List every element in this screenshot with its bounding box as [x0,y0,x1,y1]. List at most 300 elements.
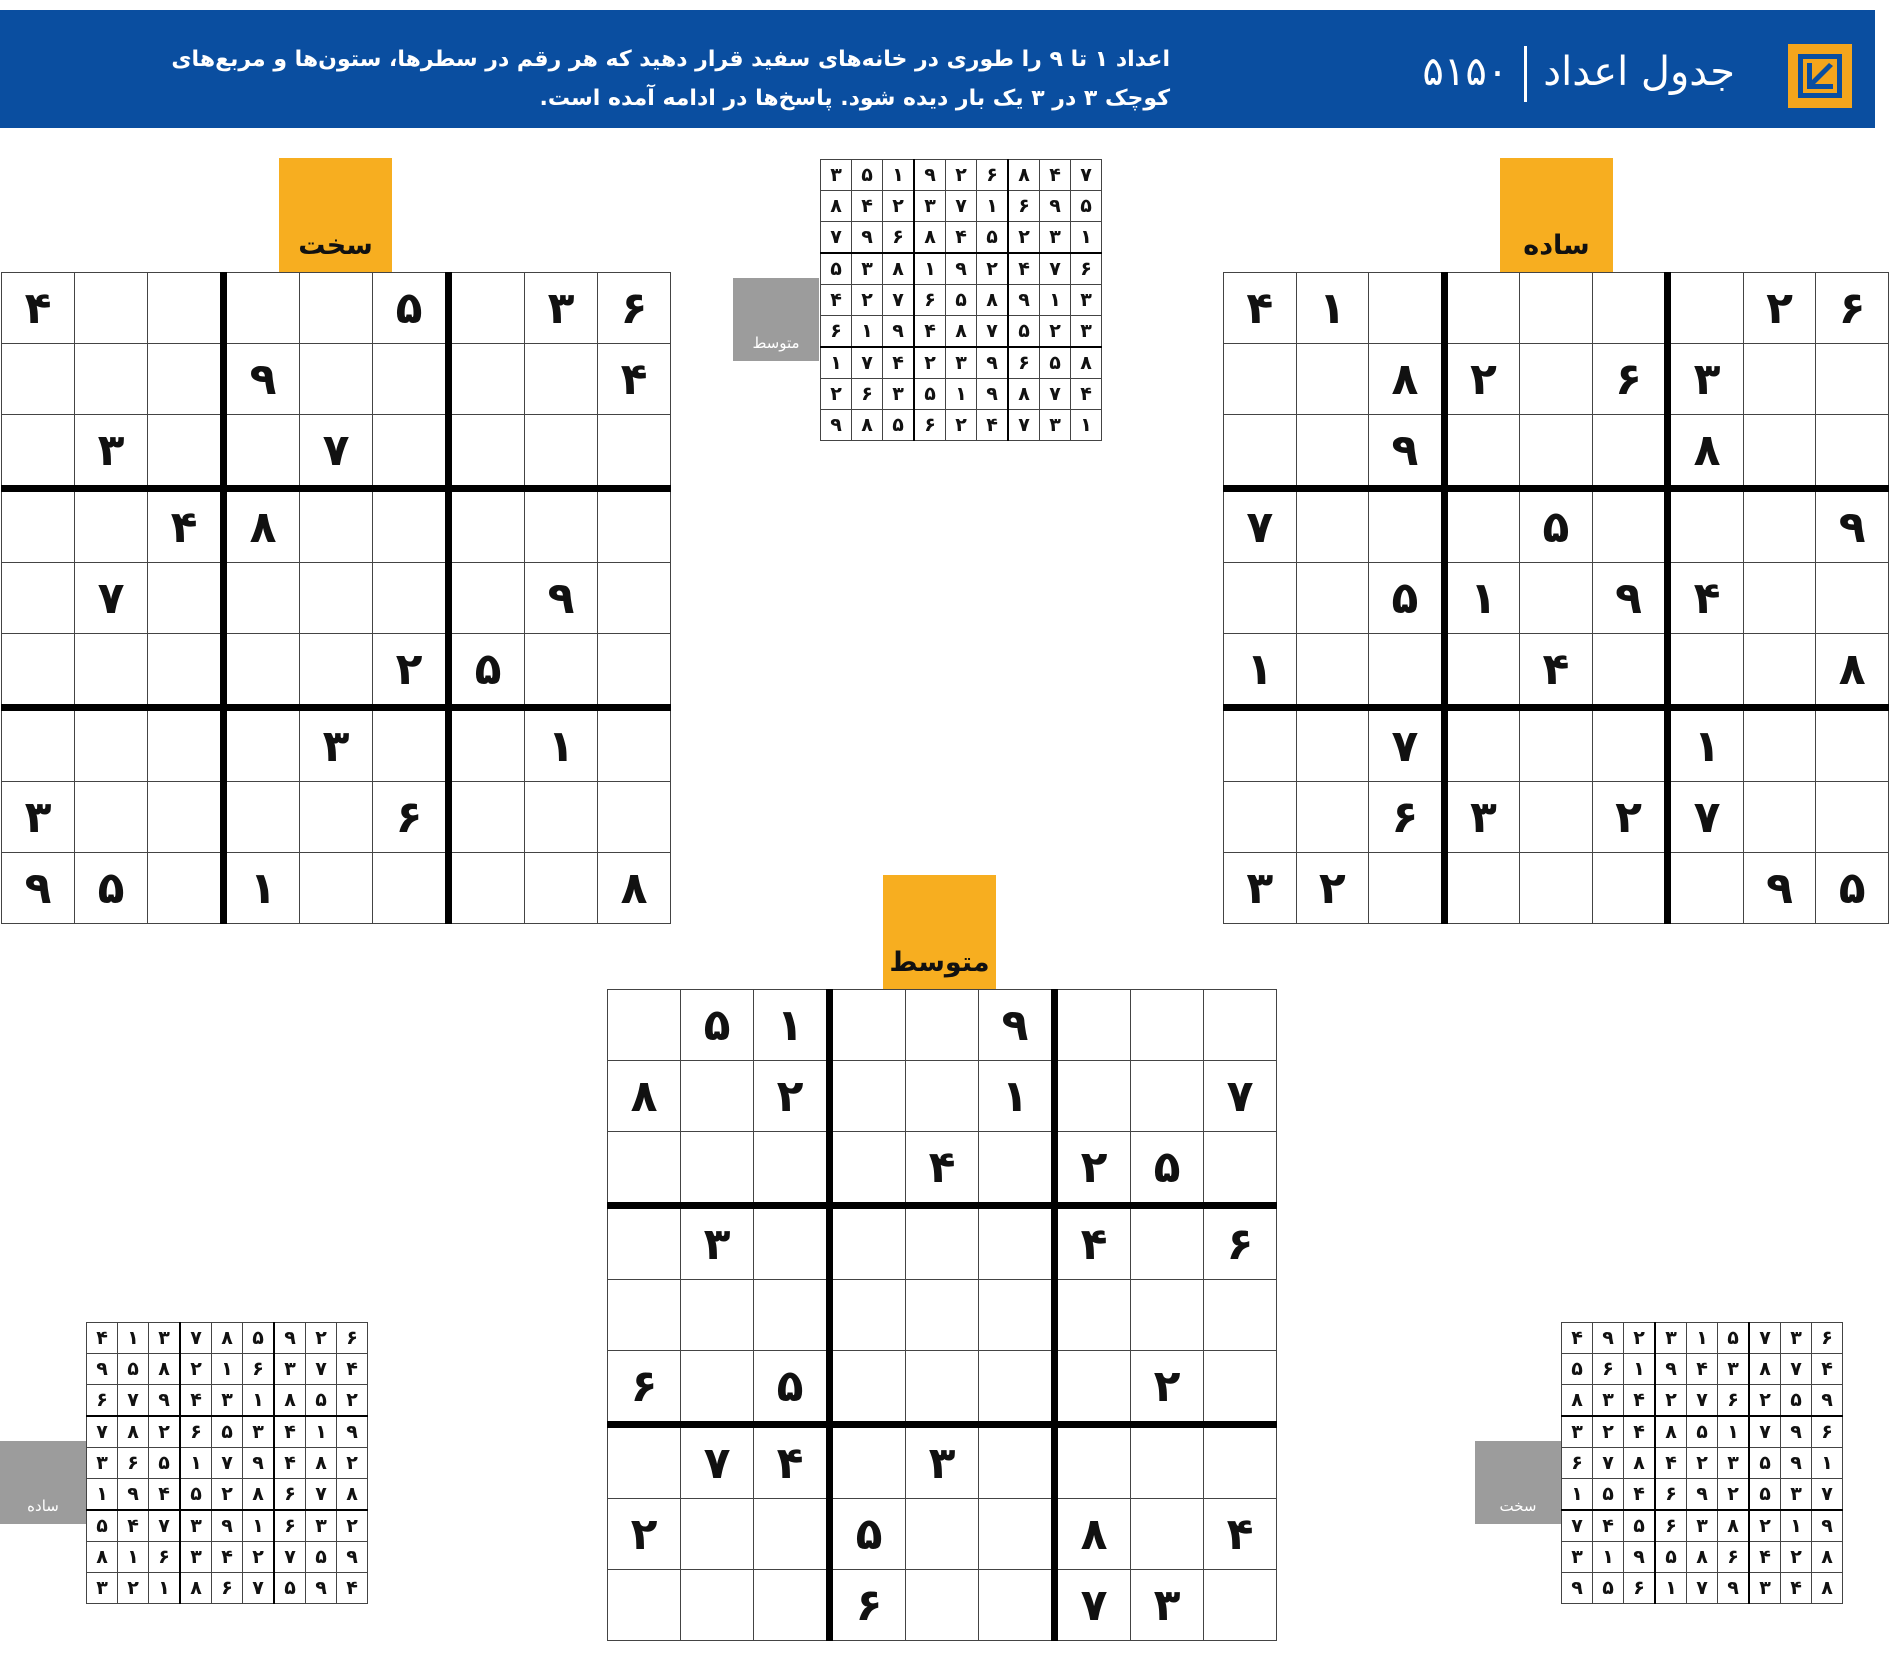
easy-cell[interactable]: ۹ [1743,853,1816,924]
solution-hard-cell: ۱ [1655,1573,1687,1604]
solution-hard-cell: ۹ [1812,1385,1843,1417]
easy-cell[interactable] [1369,489,1445,563]
medium-cell[interactable] [754,1570,830,1641]
easy-cell[interactable] [1224,344,1297,415]
easy-cell[interactable]: ۷ [1668,782,1744,853]
hard-cell[interactable] [300,273,373,344]
medium-cell[interactable]: ۳ [906,1425,979,1499]
hard-cell[interactable] [2,489,75,563]
hard-cell[interactable] [449,853,525,924]
medium-cell[interactable] [1204,1280,1277,1351]
medium-cell[interactable] [1131,990,1204,1061]
easy-cell[interactable]: ۱ [1224,634,1297,708]
easy-cell[interactable]: ۲ [1296,853,1369,924]
easy-cell[interactable] [1444,489,1520,563]
easy-cell[interactable] [1296,782,1369,853]
solution-hard-cell: ۱ [1624,1354,1656,1385]
hard-cell[interactable]: ۷ [300,415,373,489]
medium-cell[interactable] [1055,1061,1131,1132]
hard-cell[interactable] [300,344,373,415]
medium-cell[interactable]: ۴ [1204,1499,1277,1570]
medium-cell[interactable] [608,990,681,1061]
hard-cell[interactable] [224,273,300,344]
medium-cell[interactable] [1204,1132,1277,1206]
hard-cell[interactable] [2,344,75,415]
hard-cell[interactable]: ۳ [300,708,373,782]
medium-cell[interactable] [1055,1425,1131,1499]
hard-cell[interactable] [2,634,75,708]
hard-cell[interactable] [300,853,373,924]
solution-hard-cell: ۱ [1562,1479,1593,1511]
medium-cell[interactable]: ۵ [754,1351,830,1425]
medium-cell[interactable] [754,1206,830,1280]
solution-easy-cell: ۴ [87,1323,118,1354]
hard-cell[interactable] [2,563,75,634]
hard-cell[interactable] [449,708,525,782]
easy-cell[interactable] [1743,782,1816,853]
hard-cell[interactable] [525,344,598,415]
easy-cell[interactable] [1743,563,1816,634]
hard-cell[interactable]: ۱ [224,853,300,924]
easy-cell[interactable] [1296,489,1369,563]
easy-cell[interactable]: ۸ [1668,415,1744,489]
solution-easy-cell: ۲ [118,1573,149,1604]
medium-cell[interactable] [830,990,906,1061]
easy-cell[interactable] [1296,344,1369,415]
solution-hard-cell: ۲ [1687,1448,1718,1479]
hard-cell[interactable] [75,273,148,344]
easy-cell[interactable] [1592,634,1668,708]
medium-cell[interactable] [681,1061,754,1132]
easy-cell[interactable] [1816,415,1889,489]
easy-cell[interactable]: ۶ [1816,273,1889,344]
hard-cell[interactable]: ۸ [224,489,300,563]
hard-cell[interactable]: ۹ [224,344,300,415]
medium-cell[interactable] [1131,1061,1204,1132]
solution-easy-cell: ۱ [243,1385,275,1417]
easy-cell[interactable] [1369,634,1445,708]
hard-cell[interactable]: ۵ [449,634,525,708]
hard-cell[interactable]: ۶ [373,782,449,853]
medium-cell[interactable] [754,1280,830,1351]
hard-cell[interactable]: ۴ [598,344,671,415]
medium-cell[interactable] [1131,1425,1204,1499]
hard-cell[interactable] [224,415,300,489]
solution-medium-row [821,191,1102,222]
easy-cell[interactable] [1296,415,1369,489]
medium-cell[interactable] [1055,1351,1131,1425]
hard-cell[interactable] [525,634,598,708]
medium-cell[interactable]: ۲ [608,1499,681,1570]
easy-cell[interactable] [1668,853,1744,924]
medium-cell[interactable] [830,1425,906,1499]
solution-grid-hard [1561,1322,1843,1604]
medium-cell[interactable]: ۴ [754,1425,830,1499]
easy-cell[interactable]: ۹ [1369,415,1445,489]
easy-cell[interactable]: ۷ [1224,489,1297,563]
hard-cell[interactable] [598,489,671,563]
solution-hard-cell: ۷ [1687,1385,1718,1417]
solution-medium-cell: ۵ [852,160,883,191]
easy-cell[interactable]: ۷ [1369,708,1445,782]
hard-cell[interactable] [75,634,148,708]
header-bar [0,10,1875,128]
medium-cell[interactable] [830,1061,906,1132]
easy-cell[interactable] [1520,415,1593,489]
easy-cell[interactable] [1816,344,1889,415]
medium-cell[interactable] [1204,990,1277,1061]
easy-cell[interactable] [1816,782,1889,853]
easy-cell[interactable] [1224,563,1297,634]
easy-cell[interactable]: ۱ [1444,563,1520,634]
hard-cell[interactable] [373,415,449,489]
hard-cell[interactable] [449,415,525,489]
hard-cell[interactable]: ۴ [148,489,224,563]
easy-cell[interactable] [1520,782,1593,853]
hard-cell[interactable]: ۵ [373,273,449,344]
hard-cell[interactable] [148,782,224,853]
hard-cell[interactable] [148,634,224,708]
easy-cell[interactable] [1668,634,1744,708]
easy-cell[interactable] [1444,708,1520,782]
hard-cell[interactable]: ۲ [373,634,449,708]
easy-cell[interactable]: ۹ [1592,563,1668,634]
medium-cell[interactable] [906,1061,979,1132]
hard-cell[interactable] [300,489,373,563]
medium-cell[interactable] [681,1132,754,1206]
hard-cell[interactable] [148,708,224,782]
easy-cell[interactable]: ۵ [1520,489,1593,563]
easy-cell[interactable]: ۵ [1369,563,1445,634]
hard-cell[interactable] [525,853,598,924]
solution-hard-row [1562,1385,1843,1417]
medium-cell[interactable] [1131,1499,1204,1570]
easy-cell[interactable] [1296,708,1369,782]
medium-cell[interactable] [608,1570,681,1641]
easy-cell[interactable]: ۶ [1592,344,1668,415]
medium-cell[interactable] [906,1280,979,1351]
medium-row [608,990,1277,1061]
hard-cell[interactable] [300,563,373,634]
hard-cell[interactable] [224,634,300,708]
easy-cell[interactable]: ۹ [1816,489,1889,563]
medium-cell[interactable]: ۳ [1131,1570,1204,1641]
hard-cell[interactable] [525,782,598,853]
medium-cell[interactable] [1131,1280,1204,1351]
hard-cell[interactable] [300,634,373,708]
medium-cell[interactable] [830,1206,906,1280]
medium-cell[interactable] [754,1132,830,1206]
solution-medium-cell: ۴ [821,285,852,316]
hard-cell[interactable] [449,489,525,563]
easy-cell[interactable] [1224,782,1297,853]
solution-easy-cell: ۷ [149,1510,181,1542]
hard-cell[interactable] [449,782,525,853]
medium-cell[interactable]: ۸ [1055,1499,1131,1570]
medium-cell[interactable] [979,1206,1055,1280]
easy-cell[interactable] [1224,415,1297,489]
solution-medium-row [821,160,1102,191]
easy-cell[interactable] [1743,708,1816,782]
medium-cell[interactable] [1204,1425,1277,1499]
easy-cell[interactable]: ۴ [1224,273,1297,344]
hard-cell[interactable] [373,344,449,415]
hard-cell[interactable]: ۳ [2,782,75,853]
medium-cell[interactable] [681,1570,754,1641]
solution-easy-cell: ۵ [118,1354,149,1385]
medium-cell[interactable]: ۴ [906,1132,979,1206]
medium-cell[interactable] [1204,1570,1277,1641]
solution-hard-cell: ۶ [1655,1510,1687,1542]
easy-cell[interactable]: ۳ [1444,782,1520,853]
easy-cell[interactable]: ۱ [1668,708,1744,782]
hard-cell[interactable] [148,273,224,344]
hard-cell[interactable] [598,708,671,782]
hard-cell[interactable]: ۱ [525,708,598,782]
easy-cell[interactable]: ۴ [1668,563,1744,634]
easy-cell[interactable] [1668,273,1744,344]
medium-cell[interactable]: ۷ [1204,1061,1277,1132]
medium-cell[interactable] [979,1280,1055,1351]
hard-cell[interactable] [373,563,449,634]
solution-medium-cell: ۱ [1040,285,1071,316]
easy-cell[interactable]: ۳ [1224,853,1297,924]
solution-medium-cell: ۳ [1071,316,1102,348]
solution-hard-cell: ۱ [1593,1542,1624,1573]
medium-cell[interactable] [1131,1206,1204,1280]
hard-cell[interactable] [224,782,300,853]
easy-row [1224,489,1889,563]
solution-hard-cell: ۸ [1655,1416,1687,1448]
medium-cell[interactable] [1055,990,1131,1061]
solution-hard-cell: ۱ [1718,1416,1750,1448]
medium-cell[interactable] [906,1499,979,1570]
medium-cell[interactable] [979,1132,1055,1206]
hard-cell[interactable]: ۹ [525,563,598,634]
hard-cell[interactable]: ۹ [2,853,75,924]
solution-easy-cell: ۹ [87,1354,118,1385]
hard-cell[interactable]: ۶ [598,273,671,344]
medium-row [608,1570,1277,1641]
solution-medium-cell: ۳ [914,191,946,222]
hard-cell[interactable] [2,415,75,489]
solution-easy-cell: ۵ [149,1448,181,1479]
hard-cell[interactable] [75,489,148,563]
medium-cell[interactable] [906,990,979,1061]
easy-cell[interactable]: ۱ [1296,273,1369,344]
easy-cell[interactable]: ۲ [1743,273,1816,344]
hard-cell[interactable] [449,563,525,634]
easy-cell[interactable] [1743,344,1816,415]
hard-cell[interactable]: ۳ [75,415,148,489]
easy-cell[interactable] [1592,853,1668,924]
easy-row [1224,708,1889,782]
medium-cell[interactable] [979,1499,1055,1570]
medium-cell[interactable] [830,1132,906,1206]
hard-cell[interactable] [525,489,598,563]
solution-easy-cell: ۳ [180,1510,212,1542]
easy-cell[interactable] [1296,563,1369,634]
medium-cell[interactable]: ۲ [1055,1132,1131,1206]
hard-cell[interactable] [148,344,224,415]
medium-cell[interactable]: ۷ [1055,1570,1131,1641]
solution-hard-cell: ۵ [1624,1510,1656,1542]
hard-cell[interactable] [75,708,148,782]
solution-hard-cell: ۲ [1655,1385,1687,1417]
hard-cell[interactable] [300,782,373,853]
hard-cell[interactable]: ۵ [75,853,148,924]
easy-cell[interactable]: ۳ [1668,344,1744,415]
easy-cell[interactable] [1369,853,1445,924]
medium-cell[interactable] [754,1499,830,1570]
easy-cell[interactable]: ۸ [1369,344,1445,415]
solution-easy-cell: ۷ [87,1416,118,1448]
medium-cell[interactable]: ۹ [979,990,1055,1061]
medium-cell[interactable] [608,1132,681,1206]
medium-cell[interactable] [906,1351,979,1425]
medium-cell[interactable] [830,1351,906,1425]
easy-cell[interactable] [1743,415,1816,489]
easy-cell[interactable] [1444,273,1520,344]
hard-cell[interactable] [2,708,75,782]
medium-cell[interactable] [979,1351,1055,1425]
easy-cell[interactable] [1224,708,1297,782]
hard-cell[interactable]: ۸ [598,853,671,924]
easy-cell[interactable] [1592,415,1668,489]
easy-cell[interactable]: ۵ [1816,853,1889,924]
easy-cell[interactable] [1668,489,1744,563]
solution-easy-cell: ۳ [180,1542,212,1573]
sudoku-hard [1,272,671,924]
hard-cell[interactable] [224,563,300,634]
medium-cell[interactable]: ۸ [608,1061,681,1132]
hard-cell[interactable] [449,273,525,344]
medium-cell[interactable] [906,1570,979,1641]
hard-cell[interactable] [598,563,671,634]
medium-cell[interactable]: ۲ [1131,1351,1204,1425]
hard-cell[interactable] [598,634,671,708]
easy-cell[interactable] [1816,708,1889,782]
sudoku-medium [607,989,1277,1641]
medium-cell[interactable]: ۶ [1204,1206,1277,1280]
solution-medium-cell: ۸ [852,410,883,441]
hard-cell[interactable] [449,344,525,415]
easy-cell[interactable]: ۴ [1520,634,1593,708]
medium-cell[interactable] [681,1351,754,1425]
medium-cell[interactable] [979,1570,1055,1641]
easy-cell[interactable] [1520,273,1593,344]
easy-cell[interactable] [1296,634,1369,708]
easy-cell[interactable] [1743,634,1816,708]
medium-cell[interactable]: ۲ [754,1061,830,1132]
easy-cell[interactable] [1592,708,1668,782]
hard-cell[interactable] [373,708,449,782]
solution-medium-cell: ۹ [883,316,915,348]
easy-cell[interactable] [1369,273,1445,344]
solution-easy-cell: ۱ [118,1323,149,1354]
solution-hard-cell: ۷ [1781,1354,1812,1385]
solution-hard-cell: ۳ [1718,1448,1750,1479]
easy-cell[interactable]: ۲ [1592,782,1668,853]
medium-cell[interactable] [979,1425,1055,1499]
medium-cell[interactable] [681,1280,754,1351]
medium-cell[interactable] [1204,1351,1277,1425]
solution-easy-cell: ۸ [118,1416,149,1448]
page-title [1422,46,1735,102]
easy-cell[interactable] [1592,489,1668,563]
medium-cell[interactable] [608,1206,681,1280]
solution-easy-cell: ۸ [337,1479,368,1511]
easy-cell[interactable] [1816,563,1889,634]
hard-cell[interactable]: ۳ [525,273,598,344]
easy-cell[interactable] [1444,634,1520,708]
medium-cell[interactable]: ۱ [754,990,830,1061]
hard-cell[interactable] [598,415,671,489]
solution-hard-cell: ۵ [1781,1385,1812,1417]
solution-hard-cell: ۹ [1624,1542,1656,1573]
medium-cell[interactable] [830,1280,906,1351]
easy-cell[interactable] [1520,853,1593,924]
hard-cell[interactable] [224,708,300,782]
medium-cell[interactable]: ۵ [1131,1132,1204,1206]
medium-cell[interactable] [608,1280,681,1351]
medium-cell[interactable] [608,1425,681,1499]
hard-cell[interactable] [75,344,148,415]
easy-cell[interactable] [1444,415,1520,489]
hard-cell[interactable] [373,853,449,924]
medium-cell[interactable]: ۷ [681,1425,754,1499]
easy-cell[interactable]: ۸ [1816,634,1889,708]
easy-cell[interactable] [1743,489,1816,563]
easy-cell[interactable] [1444,853,1520,924]
medium-cell[interactable]: ۶ [830,1570,906,1641]
medium-cell[interactable] [681,1499,754,1570]
easy-cell[interactable] [1520,563,1593,634]
easy-cell[interactable] [1520,708,1593,782]
solution-easy-cell: ۷ [118,1385,149,1417]
hard-cell[interactable] [148,563,224,634]
solution-medium-cell: ۹ [977,347,1009,379]
hard-cell[interactable] [598,782,671,853]
hard-cell[interactable]: ۷ [75,563,148,634]
hard-cell[interactable] [148,415,224,489]
label-easy: ساده [1500,158,1613,272]
easy-cell[interactable] [1592,273,1668,344]
hard-cell[interactable] [75,782,148,853]
solution-medium-cell: ۷ [977,316,1009,348]
medium-cell[interactable] [1055,1280,1131,1351]
solution-easy-cell: ۷ [306,1479,337,1511]
medium-cell[interactable]: ۵ [830,1499,906,1570]
hard-cell[interactable] [373,489,449,563]
medium-cell[interactable]: ۳ [681,1206,754,1280]
solution-easy-cell: ۶ [243,1354,275,1385]
easy-cell[interactable] [1520,344,1593,415]
hard-cell[interactable] [525,415,598,489]
medium-cell[interactable]: ۴ [1055,1206,1131,1280]
solution-medium-cell: ۸ [977,285,1009,316]
medium-cell[interactable] [906,1206,979,1280]
medium-cell[interactable]: ۱ [979,1061,1055,1132]
solution-hard-cell: ۶ [1624,1573,1656,1604]
medium-cell[interactable]: ۵ [681,990,754,1061]
medium-cell[interactable]: ۶ [608,1351,681,1425]
hard-cell[interactable]: ۴ [2,273,75,344]
easy-cell[interactable]: ۶ [1369,782,1445,853]
hard-cell[interactable] [148,853,224,924]
easy-cell[interactable]: ۲ [1444,344,1520,415]
solution-medium-cell: ۷ [1008,410,1040,441]
